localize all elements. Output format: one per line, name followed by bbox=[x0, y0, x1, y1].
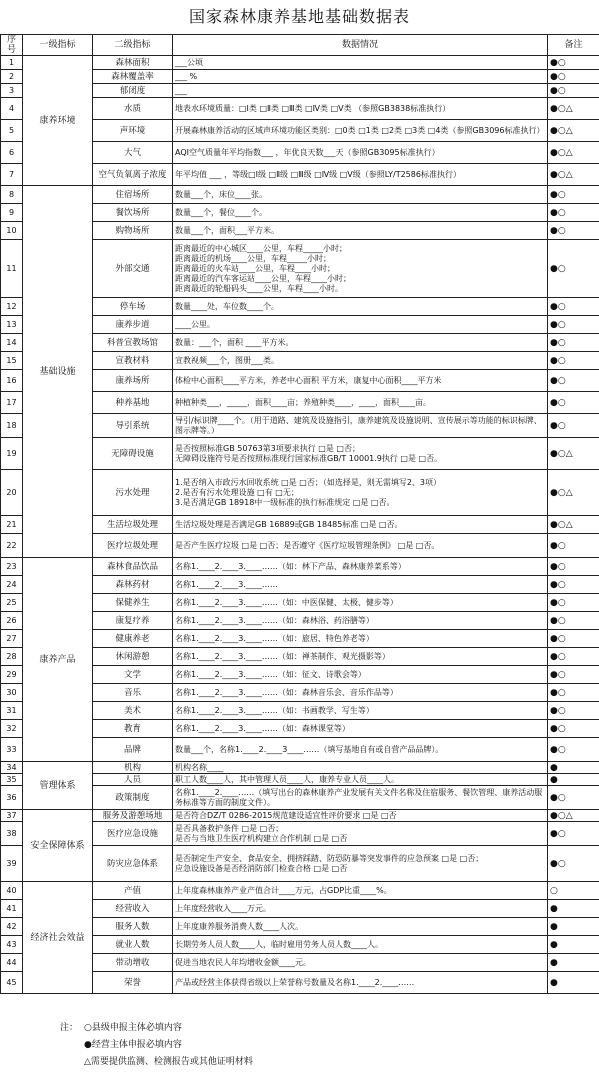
row-number: 11 bbox=[1, 240, 23, 298]
data-description: AQI空气质量年平均指数___ ，年优良天数___天（参照GB3095标准执行） bbox=[173, 142, 548, 164]
header-data: 数据情况 bbox=[173, 35, 548, 56]
row-number: 30 bbox=[1, 684, 23, 702]
remark-symbols: ● bbox=[548, 936, 599, 954]
remark-symbols: ●○ bbox=[548, 204, 599, 222]
remark-symbols: ●○△ bbox=[548, 438, 599, 470]
level2-indicator: 导引系统 bbox=[93, 414, 173, 438]
level2-indicator: 防灾应急体系 bbox=[93, 846, 173, 882]
level2-indicator: 科普宣教场馆 bbox=[93, 334, 173, 352]
data-description: 上年度经营收入____万元。 bbox=[173, 900, 548, 918]
row-number: 33 bbox=[1, 738, 23, 762]
header-no: 序号 bbox=[1, 35, 23, 56]
row-number: 14 bbox=[1, 334, 23, 352]
remark-symbols: ●○ bbox=[548, 240, 599, 298]
row-number: 32 bbox=[1, 720, 23, 738]
remark-symbols: ●○ bbox=[548, 648, 599, 666]
level2-indicator: 服务及游憩场地 bbox=[93, 810, 173, 822]
level2-indicator: 郁闭度 bbox=[93, 84, 173, 98]
remark-symbols: ●○ bbox=[548, 186, 599, 204]
remark-symbols: ●○ bbox=[548, 558, 599, 576]
data-description: 生活垃圾处理是否满足GB 16889或GB 18485标准 □是 □否。 bbox=[173, 516, 548, 534]
data-description: 数量___个，餐位____个。 bbox=[173, 204, 548, 222]
remark-symbols: ●○ bbox=[548, 56, 599, 70]
data-description: 名称1.____2.____……（填写出台的森林康养产业发展有关文件名称及住宿服务、餐饮管理、康养活动服务标准等方面的制度文件）。 bbox=[173, 786, 548, 810]
row-number: 45 bbox=[1, 972, 23, 994]
level2-indicator: 文学 bbox=[93, 666, 173, 684]
row-number: 25 bbox=[1, 594, 23, 612]
level2-indicator: 森林药材 bbox=[93, 576, 173, 594]
level2-indicator: 森林面积 bbox=[93, 56, 173, 70]
level1-indicator: 康养环境 bbox=[23, 56, 93, 186]
level2-indicator: 声环境 bbox=[93, 120, 173, 142]
table-row bbox=[1, 810, 599, 822]
row-number: 44 bbox=[1, 954, 23, 972]
data-description: 开展森林康养活动的区域声环境功能区类别：□0类 □1类 □2类 □3类 □4类（参照GB3096标准执行） bbox=[173, 120, 548, 142]
remark-symbols: ●○ bbox=[548, 370, 599, 392]
level2-indicator: 人员 bbox=[93, 774, 173, 786]
remark-symbols: ●○ bbox=[548, 846, 599, 882]
row-number: 2 bbox=[1, 70, 23, 84]
row-number: 39 bbox=[1, 846, 23, 882]
level2-indicator: 水质 bbox=[93, 98, 173, 120]
level2-indicator: 带动增收 bbox=[93, 954, 173, 972]
data-description: ____公里。 bbox=[173, 316, 548, 334]
data-description: 数量____处，车位数____个。 bbox=[173, 298, 548, 316]
data-description: 种植种类___，_____，面积____亩；养殖种类____，____，面积____亩。 bbox=[173, 392, 548, 414]
row-number: 29 bbox=[1, 666, 23, 684]
level2-indicator: 健康养老 bbox=[93, 630, 173, 648]
row-number: 36 bbox=[1, 786, 23, 810]
notes-label: 注： bbox=[60, 1023, 79, 1033]
level2-indicator: 购物场所 bbox=[93, 222, 173, 240]
remark-symbols: ● bbox=[548, 972, 599, 994]
level2-indicator: 服务人数 bbox=[93, 918, 173, 936]
level2-indicator: 大气 bbox=[93, 142, 173, 164]
level2-indicator: 教育 bbox=[93, 720, 173, 738]
remark-symbols: ●○ bbox=[548, 612, 599, 630]
level2-indicator: 政策制度 bbox=[93, 786, 173, 810]
row-number: 42 bbox=[1, 918, 23, 936]
remark-symbols: ●○ bbox=[548, 70, 599, 84]
row-number: 9 bbox=[1, 204, 23, 222]
remark-symbols: ●○ bbox=[548, 392, 599, 414]
remark-symbols: ●○ bbox=[548, 334, 599, 352]
data-description: 名称1.____2.____3.____……（如：森林音乐会、音乐作品等） bbox=[173, 684, 548, 702]
remark-symbols: ●○ bbox=[548, 316, 599, 334]
data-description: 是否制定生产安全、食品安全、拥挤踩踏、防恐防暴等突发事件的应急预案 □是 □否； 应急设施设备是否经消防部门检查合格 □是 □否 bbox=[173, 846, 548, 882]
data-description: 是否具备救护条件 □是 □否； 是否与当地卫生医疗机构建立合作机制 □是 □否 bbox=[173, 822, 548, 846]
row-number: 8 bbox=[1, 186, 23, 204]
level2-indicator: 机构 bbox=[93, 762, 173, 774]
data-description: 数量___个，床位____张。 bbox=[173, 186, 548, 204]
level2-indicator: 住宿场所 bbox=[93, 186, 173, 204]
data-description: 地表水环境质量：□Ⅰ类 □Ⅱ类 □Ⅲ类 □Ⅳ类 □Ⅴ类 （参照GB3838标准执行） bbox=[173, 98, 548, 120]
level2-indicator: 污水处理 bbox=[93, 470, 173, 516]
data-description: 长期劳务人员人数____人，临时雇用劳务人员人数____人。 bbox=[173, 936, 548, 954]
data-description: 数量___个，面积___平方米。 bbox=[173, 222, 548, 240]
row-number: 13 bbox=[1, 316, 23, 334]
level2-indicator: 美术 bbox=[93, 702, 173, 720]
remark-symbols: ● bbox=[548, 954, 599, 972]
row-number: 21 bbox=[1, 516, 23, 534]
data-description: 名称1.____2.____3.____…… bbox=[173, 576, 548, 594]
table-header-row bbox=[1, 35, 599, 56]
level2-indicator: 生活垃圾处理 bbox=[93, 516, 173, 534]
note-item: ●经营主体申报必填内容 bbox=[84, 1040, 182, 1050]
data-description: 上年度康养服务消费人数____人次。 bbox=[173, 918, 548, 936]
table-row bbox=[1, 56, 599, 70]
remark-symbols: ●○ bbox=[548, 702, 599, 720]
data-description: 名称1.____2.____3.____……（如：中医保健、太极、健步等） bbox=[173, 594, 548, 612]
note-item: ○县级申报主体必填内容 bbox=[84, 1023, 182, 1033]
remark-symbols: ●○△ bbox=[548, 98, 599, 120]
row-number: 41 bbox=[1, 900, 23, 918]
data-description: 是否产生医疗垃圾 □是 □否；是否遵守《医疗垃圾管理条例》 □是 □否。 bbox=[173, 534, 548, 558]
data-description: 促进当地农民人年均增收金额____元。 bbox=[173, 954, 548, 972]
remark-symbols: ●○ bbox=[548, 576, 599, 594]
data-description: ___ % bbox=[173, 70, 548, 84]
data-description: ___公顷 bbox=[173, 56, 548, 70]
header-remark: 备注 bbox=[548, 35, 599, 56]
remark-symbols: ● bbox=[548, 762, 599, 774]
row-number: 40 bbox=[1, 882, 23, 900]
level2-indicator: 品牌 bbox=[93, 738, 173, 762]
level1-indicator: 管理体系 bbox=[23, 762, 93, 810]
level2-indicator: 康养场所 bbox=[93, 370, 173, 392]
level2-indicator: 医疗应急设施 bbox=[93, 822, 173, 846]
row-number: 17 bbox=[1, 392, 23, 414]
table-row bbox=[1, 558, 599, 576]
table-row bbox=[1, 762, 599, 774]
page-title: 国家森林康养基地基础数据表 bbox=[188, 7, 410, 26]
level2-indicator: 音乐 bbox=[93, 684, 173, 702]
level2-indicator: 宣教材料 bbox=[93, 352, 173, 370]
data-table bbox=[0, 34, 599, 994]
row-number: 26 bbox=[1, 612, 23, 630]
row-number: 27 bbox=[1, 630, 23, 648]
remark-symbols: ●○ bbox=[548, 534, 599, 558]
remark-symbols: ●○△ bbox=[548, 142, 599, 164]
remark-symbols: ●○ bbox=[548, 738, 599, 762]
header-level1: 一级指标 bbox=[23, 35, 93, 56]
row-number: 28 bbox=[1, 648, 23, 666]
remark-symbols: ●○△ bbox=[548, 470, 599, 516]
data-description: 机构名称____ bbox=[173, 762, 548, 774]
data-description: 是否按照标准GB 50763第3项要求执行 □是 □否； 无障碍设施符号是否按照标准现行国家标准GB/T 10001.9执行 □是 □否。 bbox=[173, 438, 548, 470]
level2-indicator: 餐饮场所 bbox=[93, 204, 173, 222]
level2-indicator: 医疗垃圾处理 bbox=[93, 534, 173, 558]
remark-symbols: ●○ bbox=[548, 786, 599, 810]
row-number: 19 bbox=[1, 438, 23, 470]
level2-indicator: 种养基地 bbox=[93, 392, 173, 414]
row-number: 5 bbox=[1, 120, 23, 142]
remark-symbols: ●○ bbox=[548, 84, 599, 98]
remark-symbols: ●○ bbox=[548, 684, 599, 702]
level1-indicator: 安全保障体系 bbox=[23, 810, 93, 882]
row-number: 23 bbox=[1, 558, 23, 576]
level2-indicator: 经营收入 bbox=[93, 900, 173, 918]
row-number: 38 bbox=[1, 822, 23, 846]
table-body bbox=[1, 56, 599, 994]
data-description: 数量___个，名称1.____2.____3____……（填写基地自有或自营产品品牌）。 bbox=[173, 738, 548, 762]
data-description: 职工人数____人，其中管理人员____人，康养专业人员____人。 bbox=[173, 774, 548, 786]
row-number: 24 bbox=[1, 576, 23, 594]
row-number: 34 bbox=[1, 762, 23, 774]
data-description: ___ bbox=[173, 84, 548, 98]
data-description: 产品或经营主体获得省级以上荣誉称号数量及名称1.____2.____…… bbox=[173, 972, 548, 994]
data-description: 名称1.____2.____3.____……（如：书画教学、写生等） bbox=[173, 702, 548, 720]
remark-symbols: ●○ bbox=[548, 352, 599, 370]
data-description: 名称1.____2.____3.____……（如：征文、诗歌会等） bbox=[173, 666, 548, 684]
data-description: 导引/标识牌____个。（用于道路、建筑及设施指引，康养建筑及设施说明、宣传展示等功能的标识标牌、图示牌等。） bbox=[173, 414, 548, 438]
row-number: 43 bbox=[1, 936, 23, 954]
remark-symbols: ●○ bbox=[548, 666, 599, 684]
data-description: 名称1.____2.____3.____……（如：禅茶制作、观光摄影等） bbox=[173, 648, 548, 666]
level2-indicator: 休闲游憩 bbox=[93, 648, 173, 666]
data-description: 1.是否纳入市政污水回收系统 □是 □否；（如选择是，则无需填写2、3项） 2.是否有污水处理设施 □有 □无； 3.是否满足GB 18918中一级标准的执行标准规定 □是 □否。 bbox=[173, 470, 548, 516]
level2-indicator: 无障碍设施 bbox=[93, 438, 173, 470]
level2-indicator: 就业人数 bbox=[93, 936, 173, 954]
row-number: 16 bbox=[1, 370, 23, 392]
row-number: 1 bbox=[1, 56, 23, 70]
row-number: 3 bbox=[1, 84, 23, 98]
row-number: 22 bbox=[1, 534, 23, 558]
remark-symbols: ● bbox=[548, 774, 599, 786]
level2-indicator: 空气负氧离子浓度 bbox=[93, 164, 173, 186]
remark-symbols: ●○ bbox=[548, 822, 599, 846]
level1-indicator: 康养产品 bbox=[23, 558, 93, 762]
table-row bbox=[1, 882, 599, 900]
row-number: 12 bbox=[1, 298, 23, 316]
row-number: 7 bbox=[1, 164, 23, 186]
remark-symbols: ●○ bbox=[548, 414, 599, 438]
level2-indicator: 保健养生 bbox=[93, 594, 173, 612]
level2-indicator: 森林食品饮品 bbox=[93, 558, 173, 576]
remark-symbols: ○ bbox=[548, 882, 599, 900]
remark-symbols: ● bbox=[548, 900, 599, 918]
remark-symbols: ●○ bbox=[548, 720, 599, 738]
row-number: 31 bbox=[1, 702, 23, 720]
note-item: △需要提供监测、检测报告或其他证明材料 bbox=[84, 1057, 253, 1067]
data-description: 年平均值 ___ ，等级□Ⅰ级 □Ⅱ级 □Ⅲ级 □Ⅳ级 □Ⅴ级（参照LY/T2586标准执行） bbox=[173, 164, 548, 186]
remark-symbols: ●○△ bbox=[548, 810, 599, 822]
data-description: 宣教视频___个，图册___类。 bbox=[173, 352, 548, 370]
data-description: 上年度森林康养产业产值合计____万元，占GDP比重____%。 bbox=[173, 882, 548, 900]
level2-indicator: 森林覆盖率 bbox=[93, 70, 173, 84]
data-description: 是否符合DZ/T 0286-2015规范建设适宜性评价要求 □是 □否 bbox=[173, 810, 548, 822]
row-number: 37 bbox=[1, 810, 23, 822]
level2-indicator: 康养步道 bbox=[93, 316, 173, 334]
header-level2: 二级指标 bbox=[93, 35, 173, 56]
row-number: 6 bbox=[1, 142, 23, 164]
remark-symbols: ●○ bbox=[548, 222, 599, 240]
level2-indicator: 康复疗养 bbox=[93, 612, 173, 630]
remark-symbols: ●○ bbox=[548, 630, 599, 648]
level2-indicator: 外部交通 bbox=[93, 240, 173, 298]
row-number: 35 bbox=[1, 774, 23, 786]
row-number: 15 bbox=[1, 352, 23, 370]
level2-indicator: 荣誉 bbox=[93, 972, 173, 994]
row-number: 18 bbox=[1, 414, 23, 438]
row-number: 20 bbox=[1, 470, 23, 516]
row-number: 4 bbox=[1, 98, 23, 120]
data-description: 数量：___个，面积 ____平方米。 bbox=[173, 334, 548, 352]
data-description: 名称1.____2.____3.____……（如：旅居、特色养老等） bbox=[173, 630, 548, 648]
data-description: 名称1.____2.____3.____……（如：林下产品、森林康养菜系等） bbox=[173, 558, 548, 576]
table-row bbox=[1, 186, 599, 204]
notes bbox=[60, 1020, 253, 1071]
remark-symbols: ● bbox=[548, 918, 599, 936]
level1-indicator: 基础设施 bbox=[23, 186, 93, 558]
level1-indicator: 经济社会效益 bbox=[23, 882, 93, 994]
level2-indicator: 停车场 bbox=[93, 298, 173, 316]
level2-indicator: 产值 bbox=[93, 882, 173, 900]
remark-symbols: ●○△ bbox=[548, 120, 599, 142]
data-description: 名称1.____2.____3.____……（如：森林浴、药浴膳等） bbox=[173, 612, 548, 630]
row-number: 10 bbox=[1, 222, 23, 240]
data-description: 名称1.____2.____3.____……（如：森林课堂等） bbox=[173, 720, 548, 738]
data-description: 体检中心面积____平方米，养老中心面积 平方米，康复中心面积____平方米 bbox=[173, 370, 548, 392]
remark-symbols: ●○△ bbox=[548, 164, 599, 186]
data-description: 距离最近的中心城区____公里，车程_____小时； 距离最近的机场____公里，车程_____小时； 距离最近的火车站____公里，车程____小时； 距离最近的汽车客运站____公里，车程____小时； 距离最近的轮船码头____公里，车程____小时。 bbox=[173, 240, 548, 298]
remark-symbols: ●○ bbox=[548, 298, 599, 316]
remark-symbols: ●○△ bbox=[548, 516, 599, 534]
remark-symbols: ●○ bbox=[548, 594, 599, 612]
